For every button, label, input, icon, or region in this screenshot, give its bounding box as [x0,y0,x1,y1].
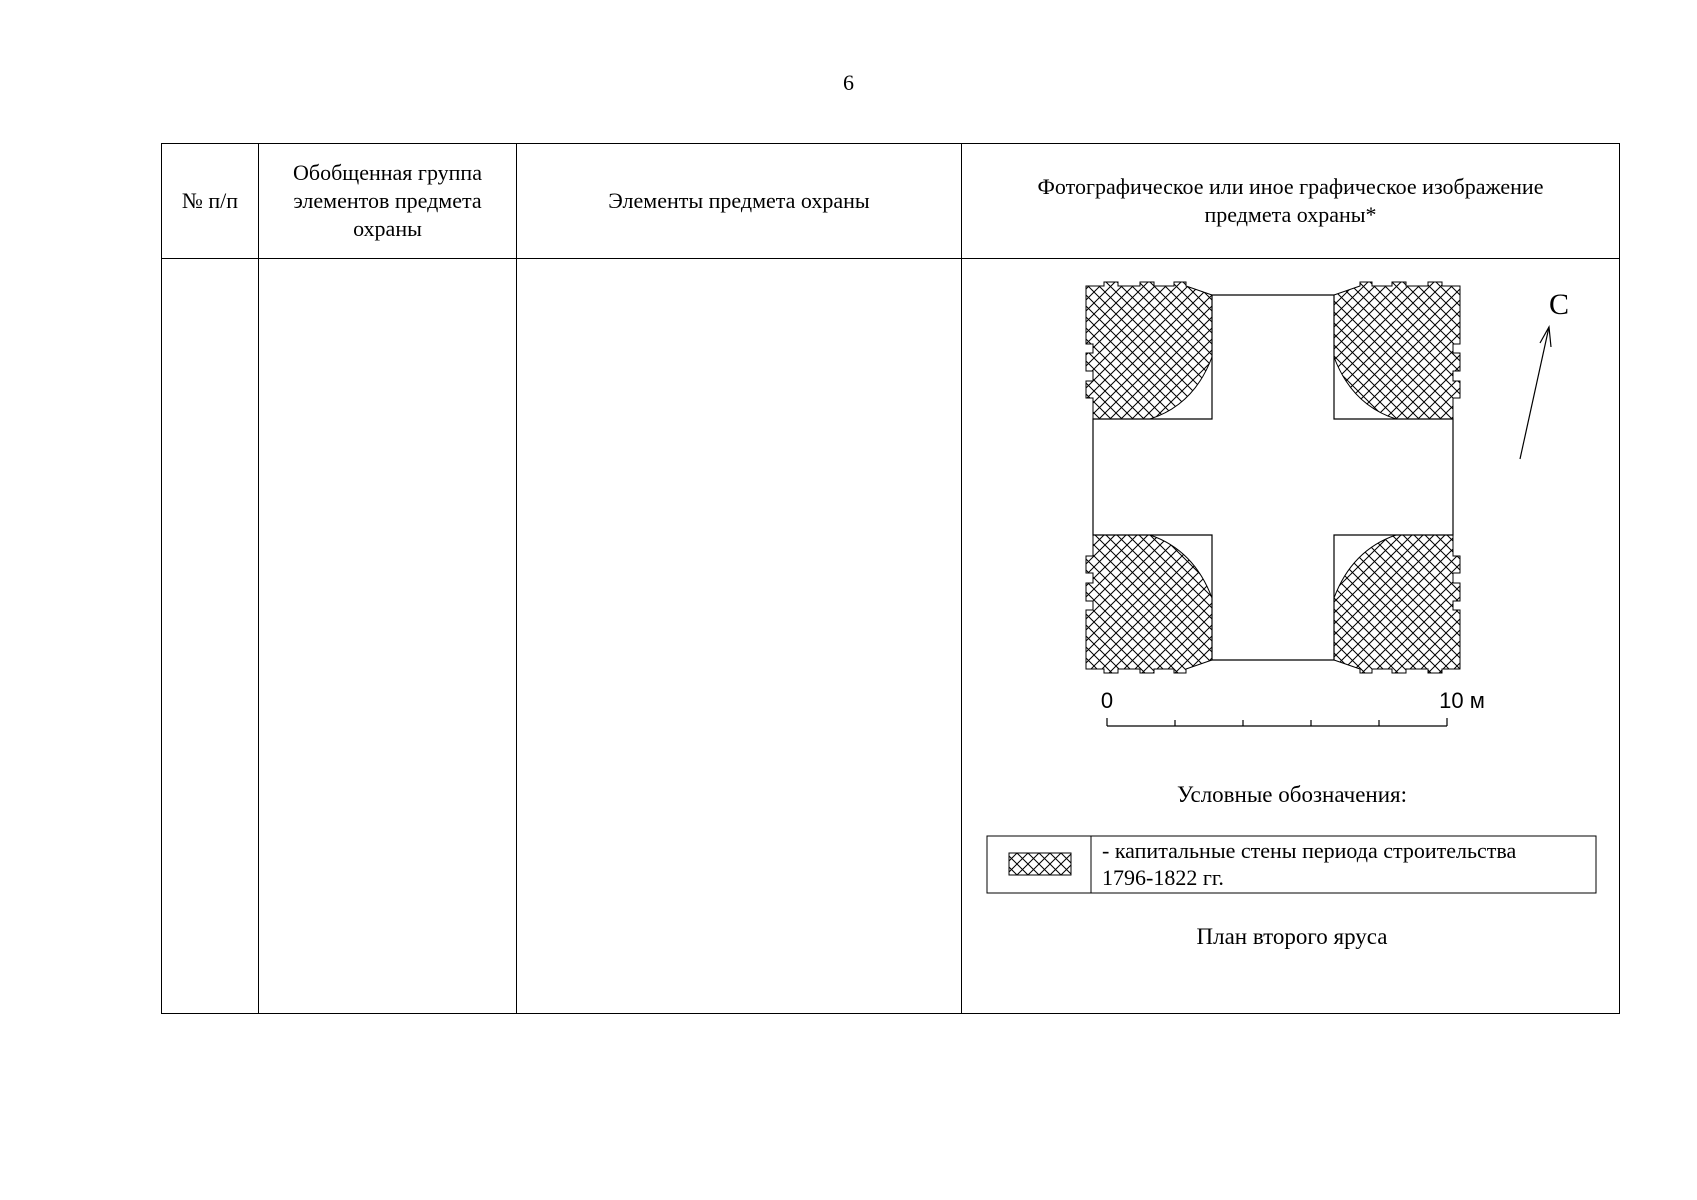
cell-element-group [259,259,517,1014]
table-header-row [162,144,1620,259]
legend-text-line1: - капитальные стены периода строительства [1102,838,1517,863]
floor-plan-drawing [962,259,1620,1013]
plan-caption: План второго яруса [1196,924,1388,949]
wall-pier-top-left [1086,282,1212,419]
header-element-group-text: Обобщенная группа элементов предмета охраны [293,160,482,241]
cell-image [962,259,1620,1014]
scale-end-label: 10 м [1439,688,1485,713]
table-row [162,259,1620,1014]
header-elements: Элементы предмета охраны [517,144,962,259]
header-image-text: Фотографическое или иное графическое изображение предмета охраны* [1037,174,1544,227]
wall-pier-bottom-left [1086,535,1212,673]
wall-pier-bottom-right [1334,535,1460,673]
cell-elements [517,259,962,1014]
scale-bar [1107,718,1447,726]
header-image [962,144,1620,259]
cell-number [162,259,259,1014]
legend-title: Условные обозначения: [1176,782,1408,807]
north-label: С [1548,288,1570,321]
header-element-group [259,144,517,259]
header-number: № п/п [162,144,259,259]
wall-pier-top-right [1334,282,1460,419]
north-arrow-icon [1520,327,1551,459]
page-number: 6 [843,70,854,95]
legend-text-line2: 1796-1822 гг. [1102,865,1224,890]
protection-subject-table [161,143,1620,1014]
scale-start-label: 0 [1100,688,1114,713]
legend-crosshatch-swatch [1009,853,1071,875]
